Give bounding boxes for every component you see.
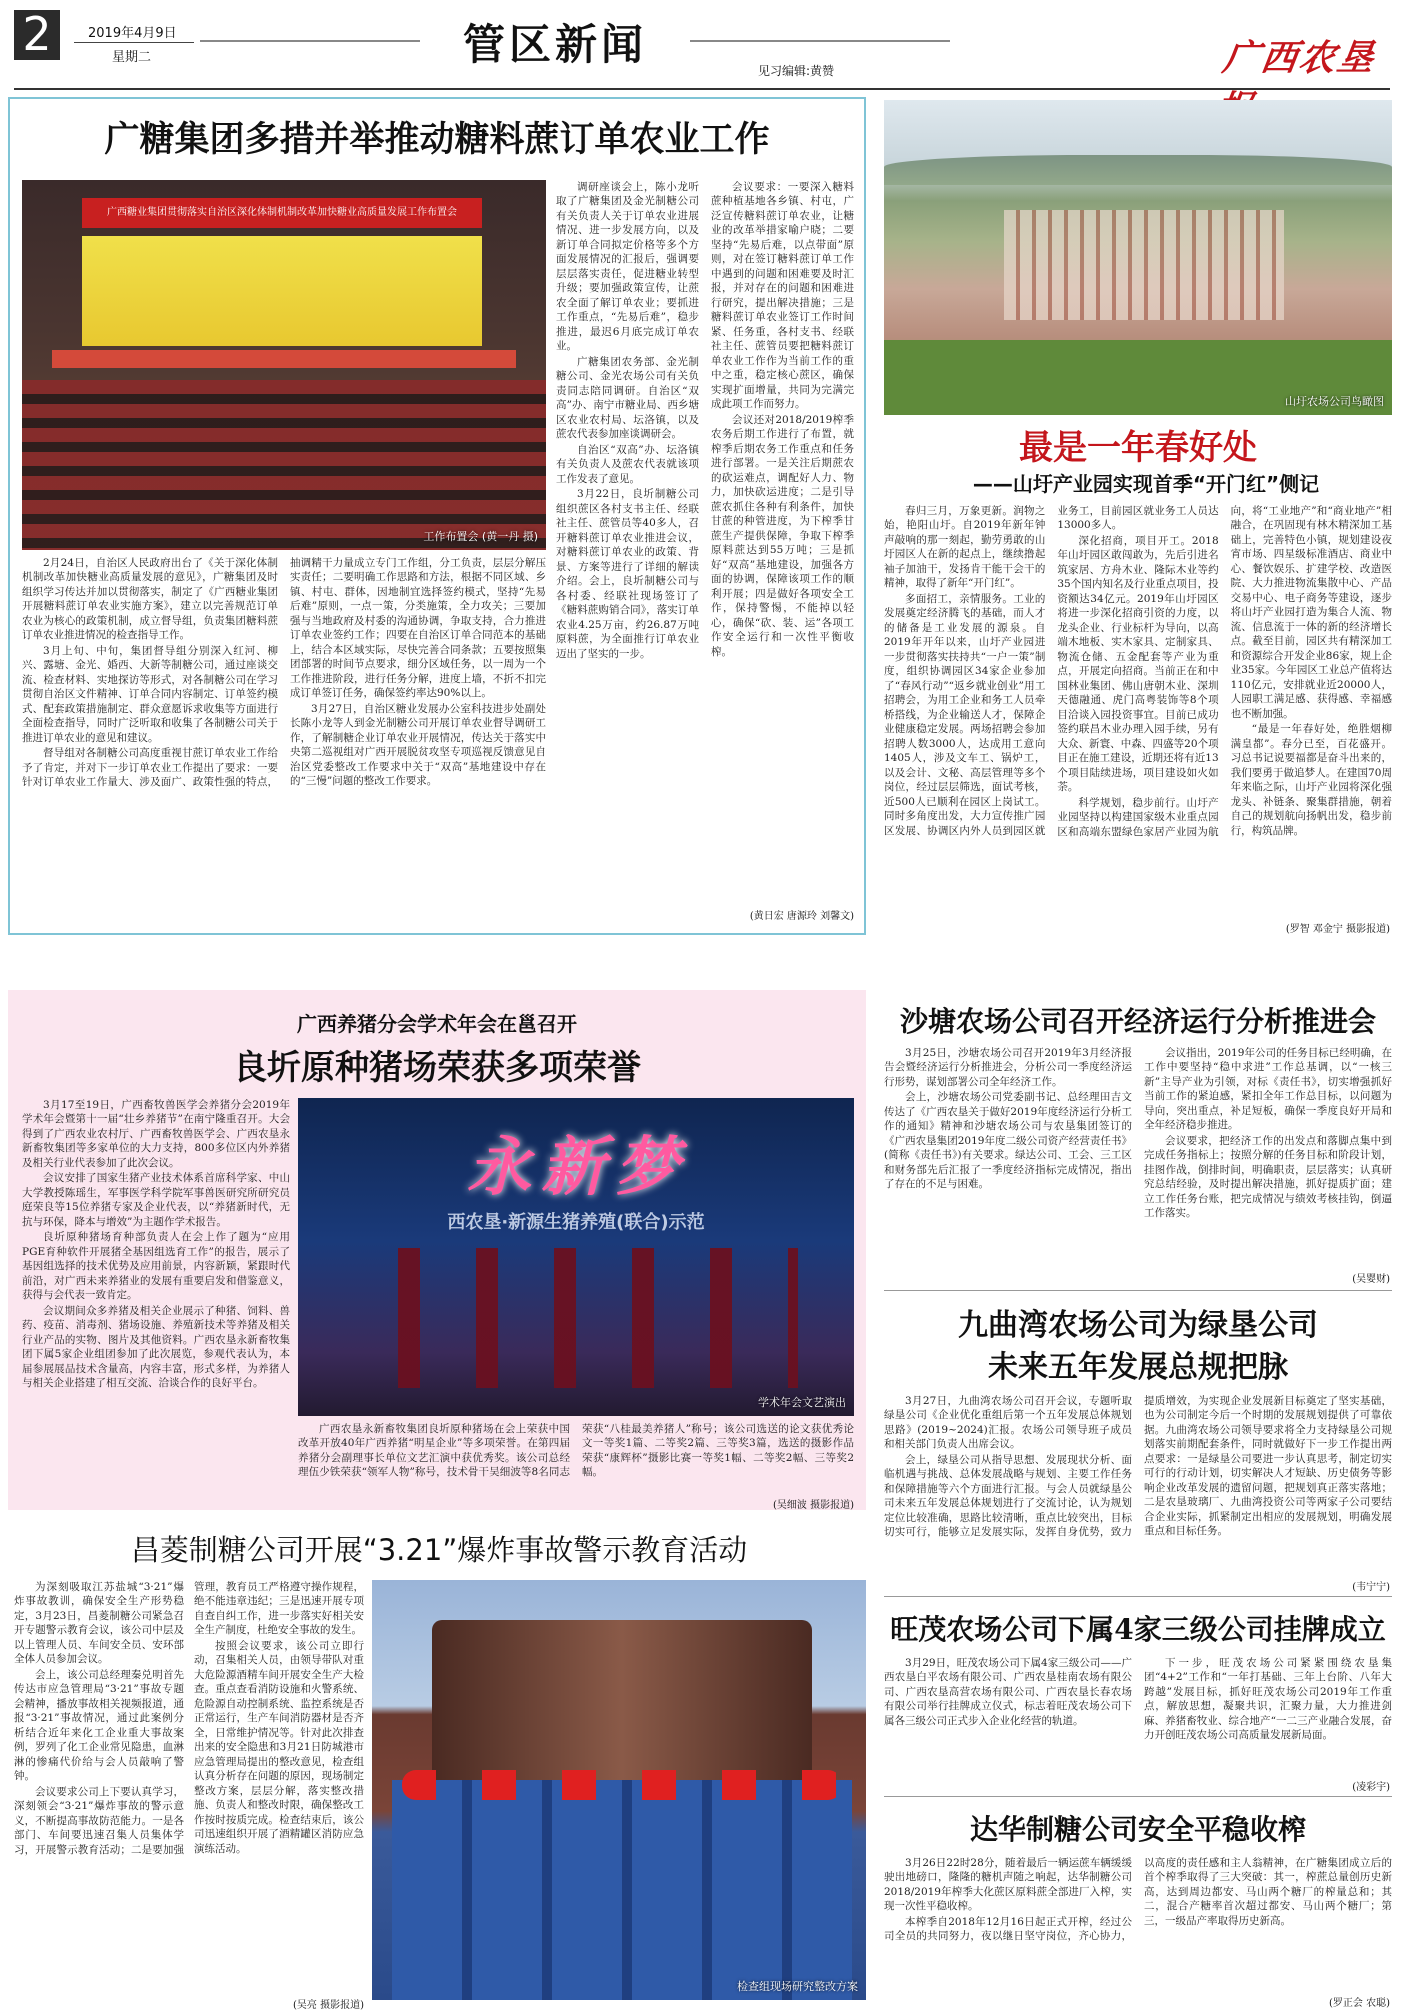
paragraph: 会议期间众多养猪及相关企业展示了种猪、饲料、兽药、疫苗、消毒剂、猪场设施、养殖新技术等养猪及相关行业产品的实物、图片及其他资料。广西农垦永新畜牧集团下属5家企业组团参加了此次展览，参观代表认为，本届参展展品技术含量高，内容丰富，形式多样，为养猪人与相关企业搭建了相互交流、洽谈合作的良好平台。 — [22, 1304, 290, 1390]
article-dahua-title: 达华制糖公司安全平稳收榨 — [969, 1813, 1306, 1846]
paragraph: 春归三月，万象更新。润物之始，艳阳山圩。自2019年新年钟声敲响的那一刻起，勤劳勇敢的山圩园区人在新的起点上，继续撸起袖子加油干，发扬肯干能干会干的精神，取得了新年“开门红”。 — [884, 505, 1046, 590]
paragraph: 督导组对各制糖公司高度重视甘蔗订单农业工作给予了肯定，并对下一步订单农业工作提出了要求：一要针对订单农业工作量大、涉及面广、政策性强的特点，抽调精干力量成立专门工作组，分工负责，层层分解压实责任；二要明确工作思路和方法，根据不同区域、乡镇、村屯、群体，因地制宜选择签约模式，坚持“先易后难”原则，一点一策，分类施策，全力攻关；三要加强与当地政府及村委的沟通协调，争取支持，合力推进订单农业签约工作；四要在自治区订单合同范本的基础上，结合本区域实际，尽快完善合同条款；五要按照集团部署的时间节点要求，细分区域任务，以一周为一个工作推进阶段，进行任务分解，进度上墙，不折不扣完成订单签订任务，确保签约率达90%以上。 — [22, 557, 546, 789]
paragraph: 会上，该公司总经理秦兑明首先传达市应急管理局“3·21”事故专题会精神，播放事故相关视频报道，通报“3·21”事故情况，通过此案例分析结合近年来化工企业重大事故案例，罗列了化工企业常见隐患，血淋淋的惨痛代价给与会人员敲响了警钟。 — [14, 1668, 184, 1783]
paragraph: 会议指出，2019年公司的任务目标已经明确，在工作中要坚持“稳中求进”工作总基调，以“一核三新”主导产业为引领，对标《责任书》，切实增强抓好当前工作的紧迫感，紧扣全年工作总目标，以问题为导向，突出重点，补足短板，确保一季度良好开局和全年经济稳步推进。 — [1144, 1047, 1392, 1132]
weekday: 星期二 — [112, 50, 152, 65]
paragraph: 广西农垦永新畜牧集团良圻原种猪场在会上荣获中国改革开放40年广西养猪“明星企业”等多项荣誉。在第四届养猪分会副理事长单位文艺汇演中获优秀奖。该公司总经理伍少铁荣获“领军人物”称号，技术骨干吴细波等8名同志荣获“八桂最美养猪人”称号；该公司选送的论文获优秀论文一等奖1篇、二等奖2篇、三等奖3篇，选送的摄影作品荣获“康辉杯”摄影比赛一等奖1幅、二等奖2幅、三等奖2幅。 — [298, 1423, 854, 1479]
article-pigfarm-kicker: 广西养猪分会学术年会在邕召开 — [297, 1012, 577, 1036]
paragraph: 会上，沙塘农场公司党委副书记、总经理田吉文传达了《广西农垦关于做好2019年度经济运行分析工作的通知》精神和沙塘农场公司与农垦集团签订的《广西农垦集团2019年度二级公司资产经营责任书》(简称《责任书》)有关要求。绿达公司、工会、三工区和财务部先后汇报了一季度经济指标完成情况，指出了存在的不足与困难。 — [884, 1091, 1132, 1191]
paragraph: 3月上旬、中旬，集团督导组分别深入红河、柳兴、露塘、金光、婚西、大新等制糖公司，通过座谈交流、检查材料、实地探访等形式，对各制糖公司在学习贯彻自治区文件精神、订单合同内容制定、订单签约模式、配套政策措施制定、群众意愿诉求收集等方面进行全面检查指导，同时广泛听取和收集了各制糖公司关于推进订单农业的意见和建议。 — [22, 644, 278, 744]
paragraph: 会上，绿垦公司从指导思想、发展现状分析、面临机遇与挑战、总体发展战略与规划、主要工作任务和保障措施等六个方面进行汇报。与会人员就绿垦公司未来五年发展总体规划进行了交流讨论，认为规划定位比较准确，思路比较清晰，重点比较突出，目标切实可行，能够立足发展实际，发挥自身优势，致力提质增效，为实现企业发展新目标奠定了坚实基础，也为公司制定今后一个时期的发展规划提供了可靠依据。九曲湾农场公司领导要求将全力支持绿垦公司规划落实前期配套条件，同时就做好下一步工作提出两点要求：一是绿垦公司要进一步认真思考，制定切实可行的行动计划，切实解决人才短缺、历史债务等影响企业改革发展的遗留问题，把规划真正落实落地；二是农垦玻璃厂、九曲湾投资公司等两家子公司要结合企业实际，抓紧制定出相应的发展规划，明确发展重点和目标任务。 — [884, 1395, 1392, 1539]
conference-stage-table — [52, 350, 516, 368]
article-wangmao-title: 旺茂农场公司下属4家三级公司挂牌成立 — [890, 1613, 1386, 1646]
article-shatang-credit: (吴婴财) — [1352, 1274, 1390, 1285]
paragraph: 会议要求：一要深入糖料蔗种植基地各乡镇、村屯，广泛宣传糖料蔗订单农业，让糖业的改革举措家喻户晓；二要坚持“先易后难，以点带面”原则，对在签订糖料蔗订单工作中遇到的问题和困难要及时汇报，并对存在的问题和困难进行研究，提出解决措施；三是糖料蔗订单农业签订工作时间紧、任务重，各村支书、经联社主任、蔗管员要把糖料蔗订单农业工作作为当前工作的重中之重，稳定核心蔗区，确保实现扩面增量，共同为完满完成此项工作而努力。 — [711, 181, 854, 411]
article-jiuquwan-credit: (韦宁宁) — [1352, 1582, 1390, 1593]
article-shanwei-credit: (罗智 邓金宁 摄影报道) — [1285, 924, 1390, 935]
article-guangtang-body-lower — [22, 556, 546, 916]
editor: 见习编辑:黄赞 — [758, 64, 835, 78]
article-guangtang-body-right — [556, 180, 854, 900]
article-wangmao-body — [884, 1656, 1392, 1776]
page-number: 2 — [22, 7, 52, 61]
paragraph: 多面招工，亲情服务。工业的发展奠定经济腾飞的基础，而人才的储备是工业发展的源泉。自2019年开年以来，山圩产业园进一步贯彻落实扶持共“一户一策”制度，组织协调园区34家企业参加了“春风行动”“返乡就业创业”用工招聘会，为用工企业和务工人员牵桥搭线，为企业输送人才，保障企业健康稳定发展。两场招聘会参加招聘人数3000人，达成用工意向1405人，涉及文车工、锅炉工，以及会计、文秘、高层管理等多个岗位，经过层层筛选，面试考核，近500人已顺利在园区上岗试工。同时多角度出发，大力宣传推广园区发展、协调区内外人员到园区就业务工，目前园区就业务工人员达13000多人。 — [884, 505, 1219, 837]
article-guangtang-title: 广糖集团多措并举推动糖料蔗订单农业工作 — [104, 120, 770, 160]
paragraph: 3月17至19日，广西畜牧兽医学会养猪分会2019年学术年会暨第十一届“壮乡养猪节”在南宁隆重召开。大会得到了广西农业农村厅、广西畜牧兽医学会、广西农垦永新畜牧集团等多家单位的大力支持，800多位区内外养猪及相关行业代表参加了此次会议。 — [22, 1099, 290, 1169]
article-jiuquwan-body — [884, 1394, 1392, 1576]
conference-photo-caption: 工作布置会 (黄一丹 摄) — [423, 530, 538, 543]
paragraph: 会议还对2018/2019榨季农务后期工作进行了布置，就榨季后期农务工作重点和任务进行部署。一是关注后期蔗农的砍运难点，调配好人力、物力，加快砍运进度；二是引导蔗农抓住各种有利条件，加快甘蔗的种管进度，为下榨季甘蔗生产提供保障，争取下榨季原料蔗达到55万吨；三是抓好“双高”基地建设，加强各方面的协调，保障该项工作的顺利开展；四是做好各项安全工作，保持警惕，不能掉以轻心，确保“砍、装、运”各项工作安全运行和一次性平衡收榨。 — [711, 413, 854, 658]
divider-shatang — [884, 1290, 1392, 1291]
paragraph: 下一步，旺茂农场公司紧紧围绕农垦集团“4+2”工作和“一年打基础、三年上台阶、八年大跨越”发展目标，抓好旺茂农场公司2019年工作重点，解放思想，凝聚共识，汇聚力量，大力推进剑麻、养猪畜牧业、综合地产“一二三产业融合发展，奋力开创旺茂农场公司高质量发展新局面。 — [1144, 1657, 1392, 1742]
building-cluster — [1004, 210, 1284, 320]
inspection-photo-caption: 检查组现场研究整改方案 — [737, 1980, 858, 1993]
article-wangmao-credit: (凌彩宇) — [1352, 1782, 1390, 1793]
conference-photo — [22, 180, 546, 550]
paragraph: 本榨季自2018年12月16日起正式开榨，经过公司全员的共同努力，夜以继日坚守岗位，齐心协力，以高度的责任感和主人翁精神，在广糖集团成立后的首个榨季取得了三大突破：其一，榨蔗总量创历史新高，达到周边都安、马山两个糖厂的榨量总和；其二，混合产糖率首次超过都安、马山两个糖厂；第三，一级品产率取得历史新高。 — [884, 1857, 1392, 1943]
paragraph: 3月27日，自治区糖业发展办公室科技进步处副处长陈小龙等人到金光制糖公司开展订单农业督导调研工作，了解制糖企业订单农业开展情况，传达关于落实中央第二巡视组对广西开展脱贫攻坚专项巡视反馈意见自治区党委整改工作要求中关于“双高”基地建设中存在的“三慢”问题的整改工作要求。 — [290, 702, 546, 788]
article-jiuquwan-title-2: 未来五年发展总规把脉 — [988, 1350, 1288, 1385]
paragraph: 会议安排了国家生猪产业技术体系首席科学家、中山大学教授陈瑶生，军事医学科学院军事兽医研究所研究员庭荣良等15位养猪专家及企业代表，以“养猪新时代，无抗与环保，降本与增效”为主题作学术报告。 — [22, 1172, 290, 1228]
article-shanwei-subtitle: ——山圩产业园实现首季“开门红”侧记 — [972, 472, 1320, 496]
paragraph: 2月24日，自治区人民政府出台了《关于深化体制机制改革加快糖业高质量发展的意见》，广糖集团及时组织学习传达并加以贯彻落实，制定了《广西糖业集团开展糖料蔗订单农业实施方案》，建立以完善规范订单农业为核心的政策机制，成立督导组，负责集团糖料蔗订单农业推进情况的检查指导工作。 — [22, 557, 278, 642]
article-shatang-title: 沙塘农场公司召开经济运行分析推进会 — [899, 1005, 1376, 1038]
storage-tank — [432, 1620, 812, 1780]
date: 2019年4月9日 — [88, 26, 177, 41]
paragraph: 科学规划，稳步前行。山圩产业园坚持以构建国家级木业重点园区和高端东盟绿色家居产业园为航向，将“工业地产”和“商业地产”相融合，在巩固现有林木精深加工基础上，完善特色小镇，规划建设夜宵市场、四星级标准酒店、商业中心、餐饮娱乐、扩建学校、改造医院、大力推进物流集散中心、产品交易中心、电子商务等建设，逐步将山圩产业园打造为集合人流、物流、信息流于一体的新的经济增长点。截至目前，园区共有精深加工和资源综合开发企业86家，规上企业35家。今年园区工业总产值将达110亿元，安排就业近20000人，人园职工满足感、获得感、幸福感也不断加强。 — [1057, 505, 1392, 838]
masthead-logo: 广西农垦报 — [1220, 37, 1379, 79]
paragraph: 调研座谈会上，陈小龙听取了广糖集团及金光制糖公司有关负责人关于订单农业进展情况、进一步发展方向，以及新订单合同拟定价格等多个方面发展情况的汇报后，强调要层层落实责任，促进糖业转型升级；要加强政策宣传，让蔗农全面了解订单农业；要抓进工作重点，“先易后难”，稳步推进，最迟6月底完成订单农业。 — [556, 181, 699, 353]
paragraph: 良圻原种猪场育种部负责人在会上作了题为“应用PGE育种软件开展猪全基因组选育工作”的报告，展示了基因组选择的技术优势及应用前景，内容新颖，紧跟时代前沿，对广西未来养猪业的发展有重要启发和借鉴意义，获得与会代表一致肯定。 — [22, 1231, 290, 1302]
performance-photo — [298, 1098, 854, 1416]
paragraph: 3月27日，九曲湾农场公司召开会议，专题听取绿垦公司《企业优化重组后第一个五年发展总体规划思路》(2019~2024)汇报。农场公司领导班子成员和相关部门负责人出席会议。 — [884, 1395, 1132, 1451]
inspection-photo — [372, 1580, 866, 2000]
article-dahua-credit: (罗正会 农聪) — [1329, 1998, 1390, 2009]
article-pigfarm-body-right — [298, 1422, 854, 1496]
paragraph: 3月22日，良圻制糖公司组织蔗区各村支书主任、经联社主任、蔗管员等40多人，召开糖料蔗订单农业推进会议，对糖料蔗订单农业的政策、背景、方案等进行了详细的解读介绍。会上，良圻制糖公司与各村委、经联社现场签订了《糖料蔗购销合同》，落实订单农业4.25万亩，约26.87万吨原料蔗，为全面推行订单农业迈出了坚实的一步。 — [556, 488, 699, 660]
stage-title-text: 永新梦 — [467, 1130, 689, 1205]
paragraph: 会议要求，把经济工作的出发点和落脚点集中到完成任务指标上；按照分解的任务目标和阶段计划，挂图作战，倒排时间，明确职责，层层落实；认真研究总结经验，及时提出解决措施，抓好提质扩面；建立工作任务台账，把完成情况与绩效考核挂钩，倒逼工作落实。 — [1144, 1134, 1392, 1220]
paragraph: 为深刻吸取江苏盐城“3·21”爆炸事故教训，确保安全生产形势稳定，3月23日，昌菱制糖公司紧急召开专题警示教育会议，该公司中层及以上管理人员、车间安全员、安环部全体人员参加会议。 — [14, 1581, 184, 1666]
paragraph: 广糖集团农务部、金光制糖公司、金光农场公司有关负责同志陪同调研。自治区“双高”办、南宁市糖业局、西乡塘区农业农村局、坛洛镇，以及蔗农代表参加座谈调研会。 — [556, 355, 699, 441]
article-changling-body-left — [14, 1580, 364, 2000]
conference-banner: 广西糖业集团贯彻落实自治区深化体制机制改革加快糖业高质量发展工作布置会 — [82, 198, 482, 228]
article-changling-credit: (吴亮 摄影报道) — [293, 2000, 364, 2011]
aerial-photo — [884, 100, 1392, 415]
article-changling-title: 昌菱制糖公司开展“3.21”爆炸事故警示教育活动 — [130, 1533, 748, 1567]
performance-photo-caption: 学术年会文艺演出 — [758, 1396, 846, 1409]
article-shanwei-title: 最是一年春好处 — [1019, 428, 1257, 468]
mountain-ridge — [884, 155, 1392, 185]
dancers — [358, 1248, 798, 1388]
divider-jiuquwan — [884, 1596, 1392, 1597]
header-bottom-rule — [14, 88, 1390, 90]
paragraph: 3月26日22时28分，随着最后一辆运蔗车辆缓缓驶出地磅口，隆隆的糖机声随之响起，达华制糖公司2018/2019年榨季大化蔗区原料蔗全部进厂入榨，实现一次性平稳收榨。 — [884, 1857, 1132, 1913]
article-jiuquwan-title-1: 九曲湾农场公司为绿垦公司 — [958, 1308, 1318, 1343]
article-dahua-body — [884, 1856, 1392, 1988]
paragraph: “最是一年春好处，绝胜烟柳满皇都”。春分已至，百花盛开。习总书记说要福都是奋斗出来的，我们要勇于做追梦人。在建国70周年来临之际，山圩产业园将深化强龙头、补链条、聚集群措施，朝着自己的规划航向扬帆出发，稳步前行，构筑品牌。 — [1230, 723, 1392, 837]
article-pigfarm-body-left — [22, 1098, 290, 1504]
header-rule-left — [200, 40, 420, 42]
aerial-photo-caption: 山圩农场公司鸟瞰图 — [1285, 395, 1384, 408]
article-guangtang-credit: (黄日宏 唐源玲 刘馨文) — [749, 911, 854, 922]
paragraph: 深化招商，项目开工。2018年山圩园区敢闯敢为，先后引进名筑家居、方舟木业、隆际木业等约35个国内知名及行业重点项目，投资额达34亿元。2019年山圩园区将进一步深化招商引资的力度，以龙头企业、行业标杆为导向，以高端木地板、实木家具、定制家具、物流仓储、五金配套等产业为重点，开展定向招商。当前正在和中国林业集团、佛山唐朝木业、深圳天德融通、虎门高粤装饰等8个项目洽谈入园投资事宜。目前已成功签约联昌木业办理入园手续，另有大众、新寰、中森、四盛等20个项目正在施工建设，近期还将有近13个项目陆续进场，项目建设如火如荼。 — [1057, 534, 1219, 794]
audience-rows — [22, 380, 546, 550]
date-rule — [74, 42, 194, 43]
article-shanwei-body — [884, 504, 1392, 916]
article-shatang-body — [884, 1046, 1392, 1272]
conference-screen — [82, 236, 482, 346]
paragraph: 3月29日，旺茂农场公司下属4家三级公司——广西农垦白平农场有限公司、广西农垦桂南农场有限公司、广西农垦高营农场有限公司、广西农垦长春农场有限公司举行挂牌成立仪式，标志着旺茂农场公司下属各三级公司正式步入企业化经营的轨道。 — [884, 1657, 1132, 1727]
workers-group — [392, 1780, 852, 2000]
paragraph: 自治区“双高”办、坛洛镇有关负责人及蔗农代表就该项工作发表了意见。 — [556, 443, 699, 485]
paragraph: 按照会议要求，该公司立即行动，召集相关人员，由领导带队对重大危险源酒精车间开展安全生产大检查。重点查看消防设施和火警系统、危险源自动控制系统、监控系统是否正常运行，生产车间消防器材是否齐全，日常维护情况等。针对此次排查出来的安全隐患和3月21日防城港市应急管理局提出的整改意见，检查组认真分析存在问题的原因，现场制定整改方案，层层分解，落实整改措施、负责人和整改时限，确保整改工作按时按质完成。检查结束后，该公司迅速组织开展了酒精罐区消防应急演练活动。 — [194, 1639, 364, 1855]
article-pigfarm-title: 良圻原种猪场荣获多项荣誉 — [233, 1048, 641, 1088]
article-pigfarm-credit: (吴细波 摄影报道) — [773, 1500, 854, 1511]
paragraph: 3月25日，沙塘农场公司召开2019年3月经济报告会暨经济运行分析推进会，分析公司一季度经济运行形势，谋划部署公司全年经济工作。 — [884, 1047, 1132, 1088]
stage-banner: 西农垦·新源生猪养殖(联合)示范 — [447, 1212, 705, 1233]
divider-wangmao — [884, 1796, 1392, 1797]
hard-hats — [402, 1770, 842, 1800]
paragraph: 会议要求公司上下要认真学习，深刻领会“3·21”爆炸事故的警示意义，不断提高事故防范能力。一是各部门、车间要迅速召集人员集体学习，开展警示教育活动；二是要加强管理，教育员工严格遵守操作规程，绝不能违章违纪；三是迅速开展专项自查自纠工作，进一步落实好相关安全生产制度，杜绝安全事故的发生。 — [14, 1581, 364, 1856]
section-title: 管区新闻 — [462, 20, 647, 69]
header-rule-right — [690, 40, 950, 42]
